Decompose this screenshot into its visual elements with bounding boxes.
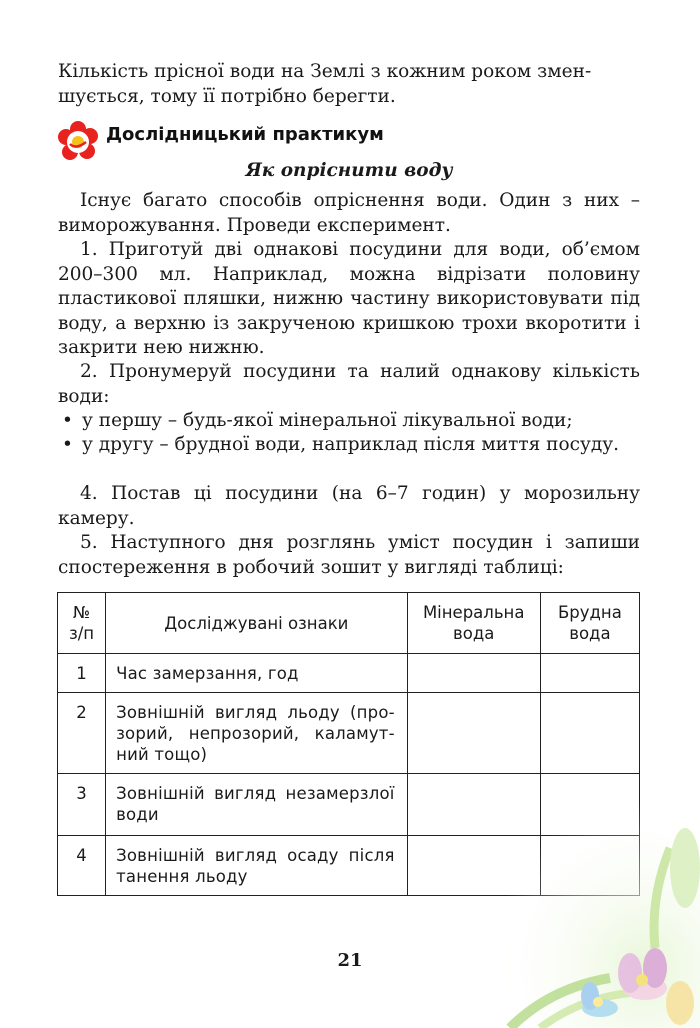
step-2-paragraph xyxy=(58,360,640,409)
flower-icon xyxy=(56,120,100,164)
bullet-text: у першу – будь-якої мінеральної лікувальної води; xyxy=(82,410,573,431)
header-mineral-water xyxy=(407,593,540,654)
row-mineral-cell xyxy=(407,693,540,774)
row-number xyxy=(58,774,106,836)
table-header-row xyxy=(58,593,640,654)
paragraph-intro-text: Існує багато способів опріснення води. Один з них – виморожування. Проведи експеримент. xyxy=(58,190,640,236)
header-mineral-line-1: Мінеральна xyxy=(422,603,525,622)
row-feature-text: Зовнішній вигляд осаду після танення льоду xyxy=(116,846,395,886)
page-number: 21 xyxy=(337,950,363,971)
row-mineral-cell xyxy=(407,654,540,693)
row-feature-text: Зовнішній вигляд незамерзлої води xyxy=(116,784,395,824)
row-number-text: 4 xyxy=(76,846,87,865)
intro-paragraph xyxy=(58,60,640,109)
intro-line-2: шується, тому її потрібно берегти. xyxy=(58,85,396,107)
row-feature xyxy=(106,774,408,836)
header-feature-text: Досліджувані ознаки xyxy=(164,613,349,633)
header-number xyxy=(58,593,106,654)
table-row xyxy=(58,654,640,693)
row-number-text: 3 xyxy=(76,784,87,803)
paragraph-intro xyxy=(58,189,640,238)
row-number xyxy=(58,654,106,693)
row-dirty-cell xyxy=(540,693,639,774)
bullet-text: у другу – брудної води, наприклад після миття посуду. xyxy=(82,434,620,455)
step-1-paragraph xyxy=(58,238,640,361)
step-5-text: 5. Наступного дня розглянь уміст посудин і запиши спостереження в робочий зошит у вигляді таблиці: xyxy=(58,532,640,578)
header-mineral-line-2: вода xyxy=(453,624,495,643)
experiment-title: Як опріснити воду xyxy=(245,160,453,181)
row-feature-text: Час замерзання, год xyxy=(116,664,299,683)
row-dirty-cell xyxy=(540,654,639,693)
step-4-paragraph xyxy=(58,482,640,531)
row-feature xyxy=(106,836,408,896)
intro-line-1: Кількість прісної води на Землі з кожним роком змен- xyxy=(58,61,592,82)
header-dirty-water xyxy=(540,593,639,654)
bullet-marker: • xyxy=(62,434,73,455)
decorative-flowers-icon xyxy=(480,788,700,1028)
row-feature-text: Зовнішній вигляд льоду (прозорий, непрозорий, каламутний тощо) xyxy=(116,703,395,764)
table-row xyxy=(58,693,640,774)
row-number-text: 1 xyxy=(76,664,87,683)
section-heading xyxy=(56,120,656,164)
row-number xyxy=(58,836,106,896)
row-number-text: 2 xyxy=(76,703,87,722)
header-dirty-line-2: вода xyxy=(569,624,611,643)
header-number-line-1: № xyxy=(72,603,91,622)
step-4-text: 4. Постав ці посудини (на 6–7 годин) у морозильну камеру. xyxy=(58,483,640,529)
header-dirty-line-1: Брудна xyxy=(557,603,622,622)
row-feature xyxy=(106,693,408,774)
step-5-paragraph xyxy=(58,531,640,580)
section-label: Дослідницький практикум xyxy=(106,124,384,145)
bullet-marker: • xyxy=(62,410,73,431)
header-feature xyxy=(106,593,408,654)
header-number-line-2: з/п xyxy=(68,624,95,643)
row-feature xyxy=(106,654,408,693)
row-number xyxy=(58,693,106,774)
step-2-text: 2. Пронумеруй посудини та налий однакову кількість води: xyxy=(58,361,640,407)
step-1-text: 1. Приготуй дві однакові посудини для води, об’ємом 200–300 мл. Наприклад, можна відрізати половину пластикової пляшки, нижню частину використовувати під воду, а верхню із закрученою кришкою трохи вкоротити і закрити нею нижню. xyxy=(58,239,640,358)
